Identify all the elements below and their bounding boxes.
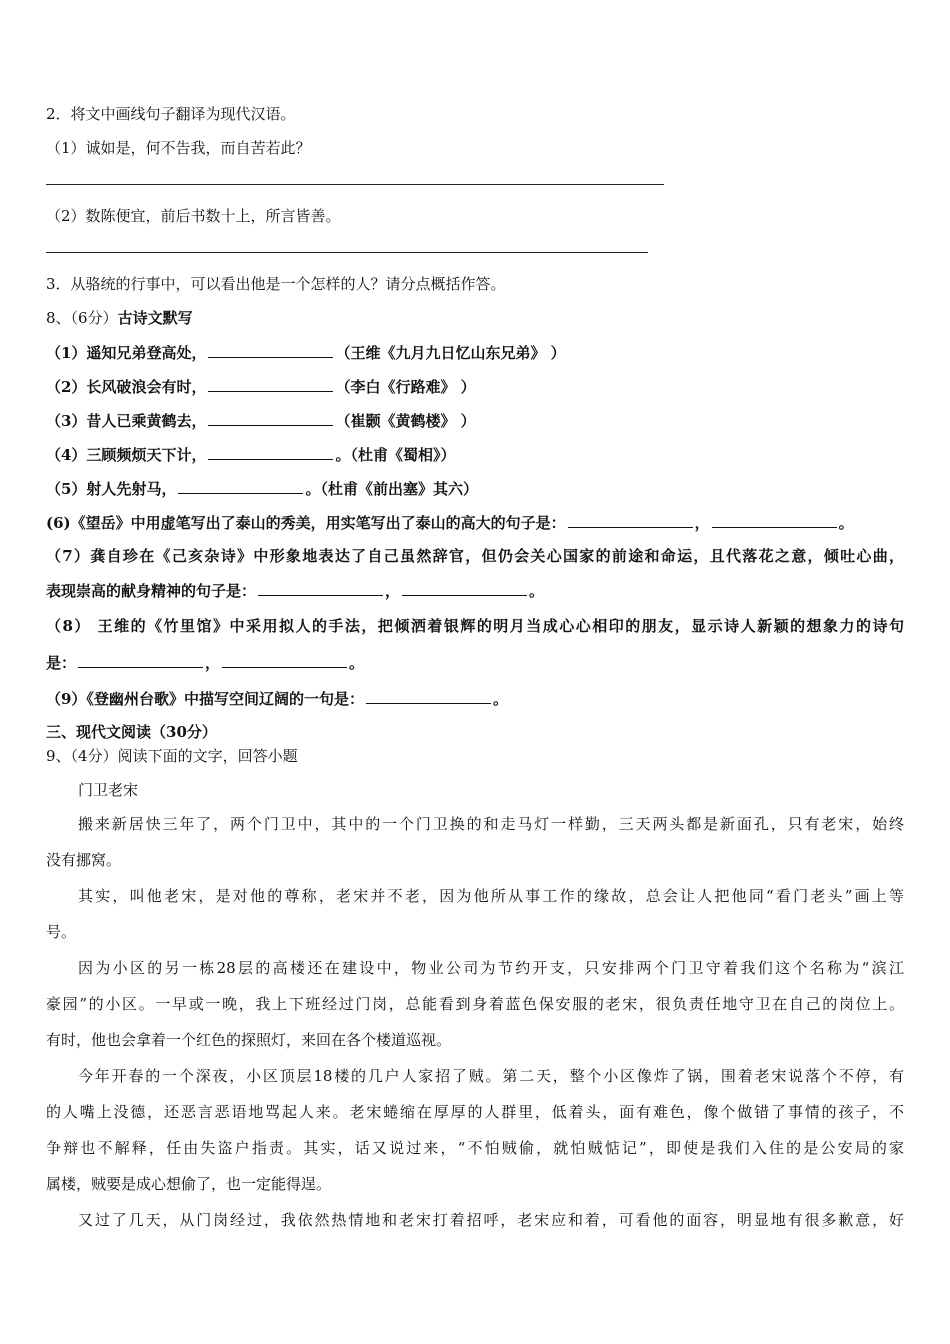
paragraph-line: 其实，叫他老宋，是对他的尊称，老宋并不老，因为他所从事工作的缘故，总会让人把他同“看门老头”画上等: [78, 887, 904, 905]
comma: ，: [385, 582, 401, 600]
paragraph-line: 因为小区的另一栋28层的高楼还在建设中，物业公司为节约开支，只安排两个门卫守着我们这个名称为“滨江: [78, 959, 904, 977]
comma: ，: [694, 514, 710, 532]
fill-blank: [712, 512, 837, 528]
q9-title: 9、（4分）阅读下面的文字，回答小题: [46, 747, 298, 765]
item-source: 。（杜甫《蜀相》）: [335, 446, 456, 464]
item-source: 。（杜甫《前出塞》其六）: [305, 480, 478, 498]
fill-blank: [208, 376, 333, 392]
fill-blank: [208, 444, 333, 460]
fill-blank: [402, 580, 527, 596]
fill-blank: [568, 512, 693, 528]
answer-line-2: [46, 252, 648, 253]
story-title: 门卫老宋: [78, 781, 139, 799]
q8-item-5: [46, 478, 478, 499]
item-text: （7）龚自珍在《己亥杂诗》中形象地表达了自己虽然辞官，但仍会关心国家的前途和命运，且代落花之意，倾吐心曲，: [46, 547, 904, 565]
paragraph-line: 今年开春的一个深夜，小区顶层18楼的几户人家招了贼。第二天，整个小区像炸了锅，围着老宋说落个不停，有: [78, 1067, 904, 1085]
paragraph-line: 争辩也不解释，任由失盗户指责。其实，话又说过来，“不怕贼偷，就怕贼惦记”，即使是我们入住的是公安局的家: [46, 1139, 904, 1157]
q8-title: [46, 308, 193, 328]
section-3-heading: 三、现代文阅读（30分）: [46, 723, 217, 741]
q8-item-2: [46, 376, 476, 397]
item-source: （李白《行路难》 ）: [335, 378, 476, 396]
fill-blank: [222, 652, 347, 668]
q8-item-7-line-2: [46, 580, 544, 601]
fill-blank: [366, 688, 491, 704]
item-text: 表现崇高的献身精神的句子是：: [46, 582, 257, 600]
q8-item-8-line-1: [46, 616, 904, 636]
fill-blank: [208, 410, 333, 426]
q8-item-6: [46, 512, 854, 533]
paragraph-line: 又过了几天，从门岗经过，我依然热情地和老宋打着招呼，老宋应和着，可看他的面容，明显地有很多歉意，好: [78, 1211, 904, 1229]
paragraph-line: 有时，他也会拿着一个红色的探照灯，来回在各个楼道巡视。: [46, 1031, 452, 1049]
q8-item-3: [46, 410, 476, 431]
paragraph-line: 搬来新居快三年了，两个门卫中，其中的一个门卫换的和走马灯一样勤，三天两头都是新面孔，只有老宋，始终: [78, 815, 904, 833]
fill-blank: [208, 342, 333, 358]
item-text: （2）长风破浪会有时，: [46, 378, 207, 396]
item-text: （4）三顾频烦天下计，: [46, 446, 207, 464]
q2-title: 2．将文中画线句子翻译为现代汉语。: [46, 105, 296, 123]
item-text: 是：: [46, 654, 77, 672]
item-text: （8） 王维的《竹里馆》中采用拟人的手法，把倾洒着银辉的明月当成心心相印的朋友，显示诗人新颖的想象力的诗句: [46, 617, 904, 635]
q8-item-9: [46, 688, 508, 709]
item-text: (6)《望岳》中用虚笔写出了泰山的秀美，用实笔写出了泰山的高大的句子是：: [46, 514, 566, 532]
item-text: （3）昔人已乘黄鹤去，: [46, 412, 207, 430]
paragraph-line: 没有挪窝。: [46, 851, 122, 869]
paragraph-line: 属楼，贼要是成心想偷了，也一定能得逞。: [46, 1175, 332, 1193]
period: 。: [492, 690, 508, 708]
q8-title-prefix: 8、（6分）: [46, 309, 118, 327]
paragraph-line: 号。: [46, 923, 77, 941]
period: 。: [529, 582, 545, 600]
q8-title-bold: 古诗文默写: [117, 309, 193, 327]
fill-blank: [258, 580, 383, 596]
paragraph-line: 的人嘴上没德，还恶言恶语地骂起人来。老宋蜷缩在厚厚的人群里，低着头，面有难色，像个做错了事情的孩子，不: [46, 1103, 904, 1121]
period: 。: [838, 514, 854, 532]
item-source: （王维《九月九日忆山东兄弟》 ）: [335, 344, 566, 362]
period: 。: [349, 654, 365, 672]
fill-blank: [78, 652, 203, 668]
item-text: （9）《登幽州台歌》中描写空间辽阔的一句是：: [46, 690, 364, 708]
q8-item-4: [46, 444, 455, 465]
comma: ，: [205, 654, 221, 672]
q8-item-1: [46, 342, 566, 363]
fill-blank: [178, 478, 303, 494]
q2-sentence-2: （2）数陈便宜，前后书数十上，所言皆善。: [46, 207, 341, 225]
answer-line-1: [46, 184, 664, 185]
item-text: （5）射人先射马，: [46, 480, 177, 498]
item-text: （1）遥知兄弟登高处，: [46, 344, 207, 362]
q3-title: 3．从骆统的行事中，可以看出他是一个怎样的人？请分点概括作答。: [46, 275, 506, 293]
q8-item-8-line-2: [46, 652, 364, 673]
q8-item-7-line-1: [46, 546, 904, 566]
q2-sentence-1: （1）诚如是，何不告我，而自苦若此？: [46, 139, 311, 157]
item-source: （崔颢《黄鹤楼》 ）: [335, 412, 476, 430]
paragraph-line: 豪园”的小区。一早或一晚，我上下班经过门岗，总能看到身着蓝色保安服的老宋，很负责任地守卫在自己的岗位上。: [46, 995, 904, 1013]
